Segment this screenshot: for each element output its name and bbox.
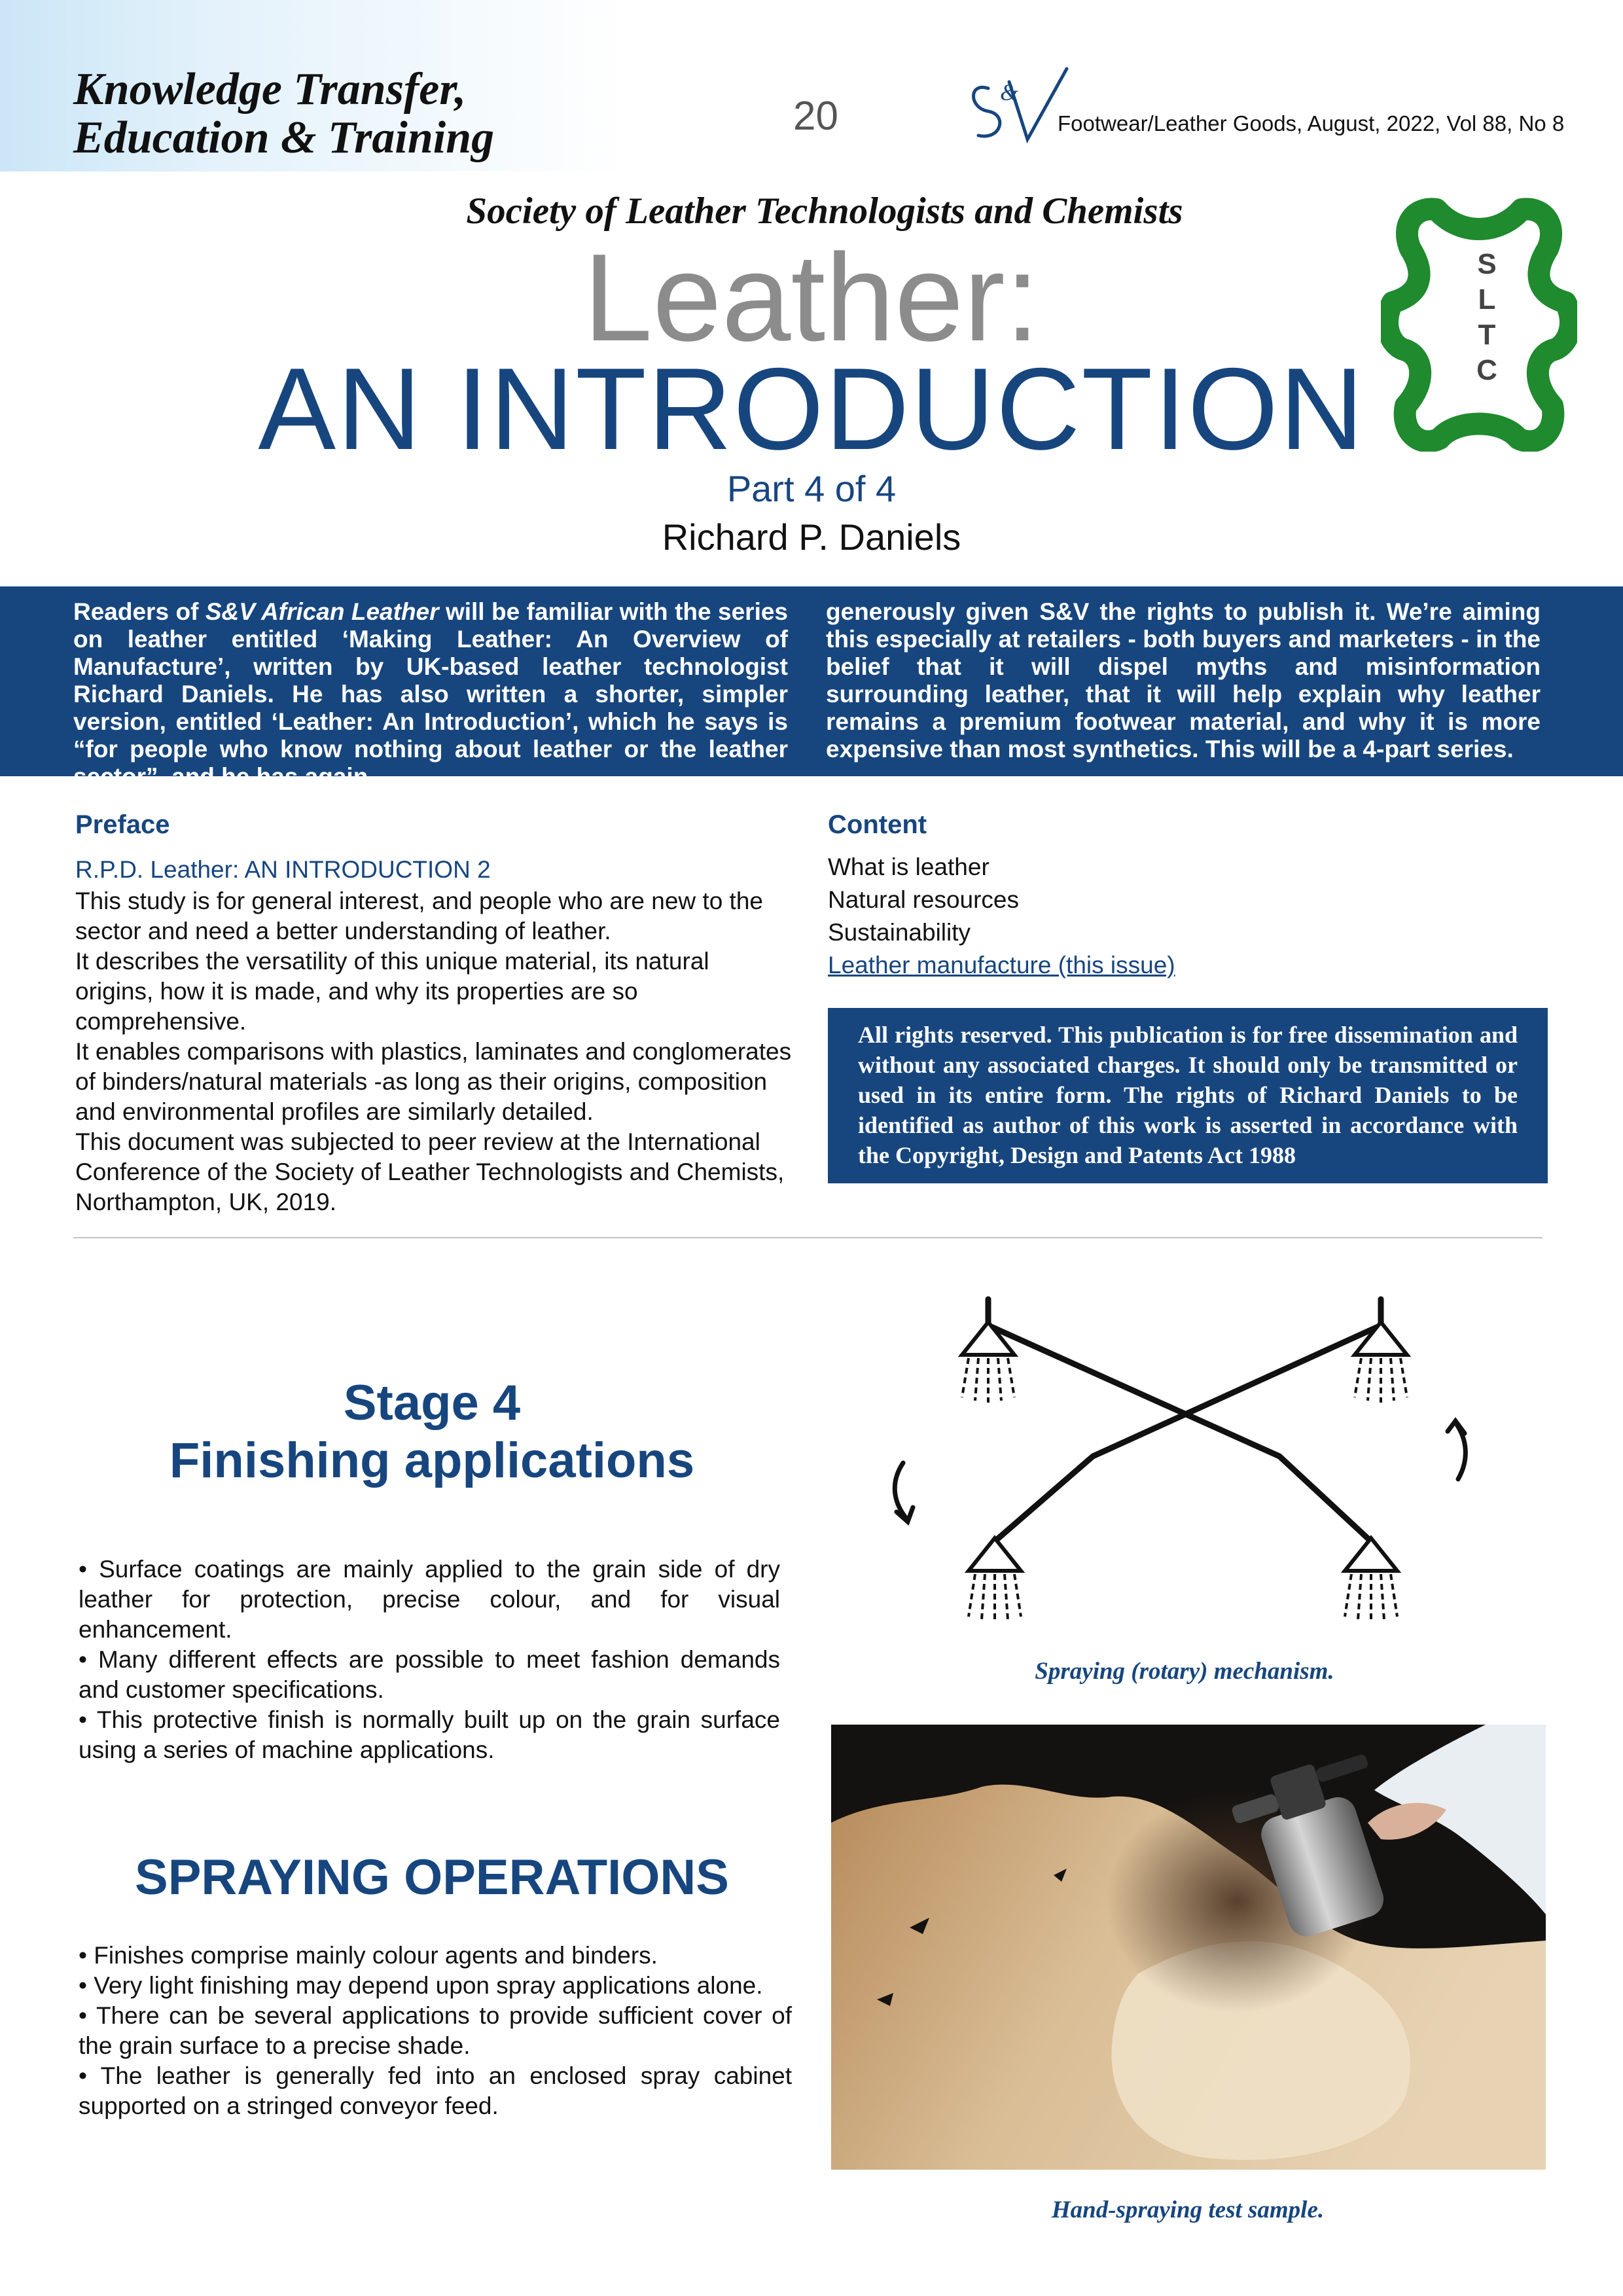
sltc-logo <box>1381 196 1577 452</box>
section-title-line2: Education & Training <box>73 113 495 163</box>
bullet-item: • Many different effects are possible to meet fashion demands and customer specifications. <box>79 1646 780 1703</box>
content-item-current-issue-link[interactable]: Leather manufacture (this issue) <box>828 952 1175 978</box>
sv-logo <box>962 62 1073 147</box>
section-title-line1: Knowledge Transfer, <box>73 64 467 115</box>
spraying-title: SPRAYING OPERATIONS <box>135 1850 729 1905</box>
section-divider <box>73 1237 1543 1238</box>
preface-paragraph: It enables comparisons with plastics, laminates and conglomerates of binders/natural materials -as long as their origins, composition and environmental profiles are similarly detailed. <box>75 1038 792 1125</box>
page-number: 20 <box>793 94 838 139</box>
stage4-title-line2: Finishing applications <box>169 1433 695 1488</box>
article-title-line2: AN INTRODUCTION <box>258 344 1365 474</box>
diagram-caption: Spraying (rotary) mechanism. <box>1035 1658 1334 1685</box>
sltc-letter-s: S <box>1477 248 1497 280</box>
bullet-item: • Very light finishing may depend upon spray applications alone. <box>79 1972 763 1999</box>
bullet-item: • Surface coatings are mainly applied to the grain side of dry leather for protection, precise colour, and for visual enhancement. <box>79 1556 780 1643</box>
content-item: Natural resources <box>828 886 1020 913</box>
content-heading: Content <box>828 810 927 839</box>
preface-paragraph: This document was subjected to peer review at the International Conference of the Society of Leather Technologists and Chemists, Northampton, UK, 2019. <box>75 1128 785 1215</box>
preface-body <box>75 886 792 1217</box>
intro-left-post: will be familiar with the series on leather entitled ‘Making Leather: An Overview of Manufacture’, written by UK-based leather technologist Richard Daniels. He has also written a shorter, simpler version, entitled ‘Leather: An Introduction’, which he says is “for people who know nothing about leather or the leather sector”, and he has again <box>73 598 789 790</box>
section-title <box>73 65 662 162</box>
stage4-bullets <box>79 1554 780 1765</box>
author-name: Richard P. Daniels <box>662 516 961 558</box>
content-item: Sustainability <box>828 919 971 946</box>
preface-paragraph: This study is for general interest, and people who are new to the sector and need a better understanding of leather. <box>75 888 763 944</box>
rotation-arrow-left-icon <box>895 1463 913 1522</box>
bullet-item: • The leather is generally fed into an enclosed spray cabinet supported on a stringed conveyor feed. <box>79 2062 792 2119</box>
part-label: Part 4 of 4 <box>726 468 897 509</box>
photo-caption: Hand-spraying test sample. <box>1051 2197 1325 2223</box>
sltc-letter-c: C <box>1476 354 1497 386</box>
intro-left-pre: Readers of <box>73 598 205 625</box>
sltc-letter-t: T <box>1478 319 1496 351</box>
bullet-item: • There can be several applications to provide sufficient cover of the grain surface to a precise shade. <box>79 2002 792 2059</box>
bullet-item: • This protective finish is normally built up on the grain surface using a series of machine applications. <box>79 1706 780 1763</box>
hand-spraying-illustration <box>831 1725 1546 2170</box>
content-list <box>828 851 1482 982</box>
spraying-mechanism-diagram <box>877 1286 1486 1659</box>
sltc-letter-l: L <box>1478 283 1496 315</box>
preface-paragraph: It describes the versatility of this unique material, its natural origins, how it is made, and why its properties are so comprehensive. <box>75 948 709 1035</box>
stage4-title <box>98 1374 766 1490</box>
spraying-bullets <box>79 1941 792 2121</box>
content-item: What is leather <box>828 853 990 880</box>
hand-spraying-photo <box>831 1725 1546 2170</box>
intro-magazine-name: S&V African Leather <box>205 598 439 625</box>
rotation-arrow-right-icon <box>1448 1421 1465 1479</box>
svg-text:&: & <box>1000 79 1019 105</box>
stage4-title-line1: Stage 4 <box>343 1375 521 1431</box>
publication-info: Footwear/Leather Goods, August, 2022, Vol 88, No 8 <box>1058 111 1565 135</box>
rights-notice: All rights reserved. This publication is for free dissemination and without any associated charges. It should only be transmitted or used in its entire form. The rights of Richard Daniels to be identified as author of this work is asserted in accordance with the Copyright, Design and Patents Act 1988 <box>828 1008 1548 1183</box>
article-title-line1: Leather: <box>583 228 1040 367</box>
bullet-item: • Finishes comprise mainly colour agents and binders. <box>79 1942 658 1969</box>
preface-heading: Preface <box>75 810 170 839</box>
intro-right-column: generously given S&V the rights to publish it. We’re aiming this especially at retailers - both buyers and marketers - in the belief that it will dispel myths and misinformation surrounding leather, that it will help explain why leather remains a premium footwear material, and why it is more expensive than most synthetics. This will be a 4-part series. <box>826 598 1541 762</box>
spray-nozzle-bottom-left <box>969 1538 1021 1621</box>
preface-subheading: R.P.D. Leather: AN INTRODUCTION 2 <box>75 856 491 883</box>
spray-nozzle-bottom-right <box>1345 1538 1397 1621</box>
intro-left-column <box>73 598 788 791</box>
society-name: Society of Leather Technologists and Chemists <box>466 190 1183 232</box>
